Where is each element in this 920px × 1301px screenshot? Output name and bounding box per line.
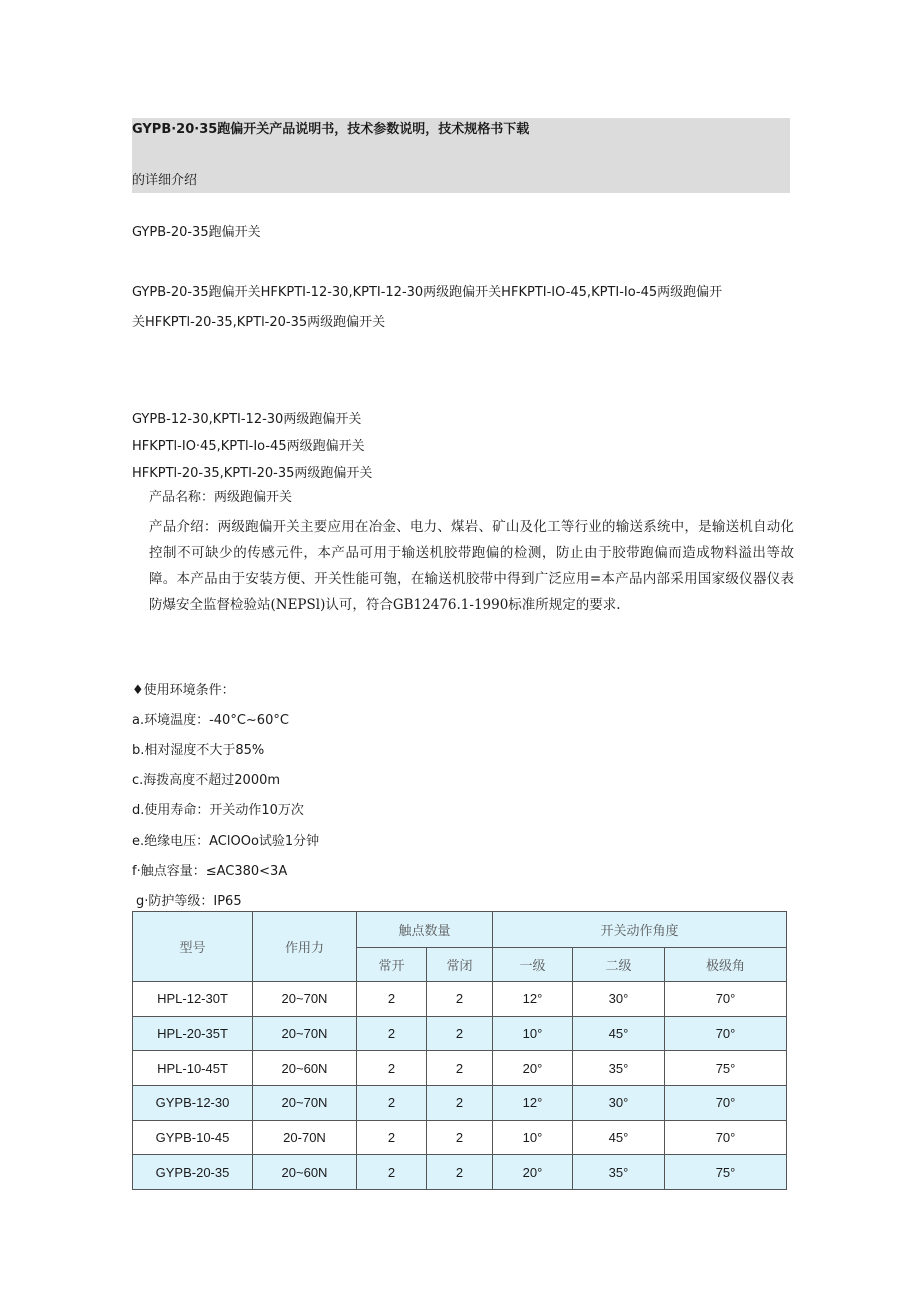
cell-force: 20~60N <box>253 1051 357 1086</box>
cell-force: 20~70N <box>253 1085 357 1120</box>
cell-level-2: 35° <box>573 1051 665 1086</box>
cell-force: 20~70N <box>253 1016 357 1051</box>
cell-no: 2 <box>357 1155 427 1190</box>
cell-level-1: 12° <box>493 982 573 1017</box>
condition-item: f·触点容量：≤AC380<3A <box>132 864 288 879</box>
cell-nc: 2 <box>427 1155 493 1190</box>
cell-level-1: 10° <box>493 1120 573 1155</box>
page-subtitle: 的详细介绍 <box>132 173 198 188</box>
cell-nc: 2 <box>427 1085 493 1120</box>
cell-level-1: 20° <box>493 1051 573 1086</box>
cell-level-1: 12° <box>493 1085 573 1120</box>
cell-nc: 2 <box>427 1120 493 1155</box>
cell-model: HPL-20-35T <box>133 1016 253 1051</box>
cell-limit: 75° <box>665 1155 787 1190</box>
cell-nc: 2 <box>427 1051 493 1086</box>
table-row <box>133 982 787 1017</box>
cell-level-2: 30° <box>573 1085 665 1120</box>
condition-item: e.绝缘电压：AClOOo试验1分钟 <box>132 834 320 849</box>
cell-no: 2 <box>357 1051 427 1086</box>
product-label: 产品名称：两级跑偏开关 <box>149 490 293 505</box>
header-level-2: 二级 <box>573 948 665 982</box>
cell-no: 2 <box>357 1085 427 1120</box>
model-list-item: GYPB-12-30,KPTI-12-30两级跑偏开关 <box>132 412 362 427</box>
cell-force: 20~60N <box>253 1155 357 1190</box>
condition-item: c.海拨高度不超过2000m <box>132 773 281 788</box>
table-row <box>133 1120 787 1155</box>
conditions-heading: ♦使用环境条件： <box>132 683 235 698</box>
condition-item: d.使用寿命：开关动作10万次 <box>132 803 304 818</box>
condition-item: a.环境温度：-40°C~60°C <box>132 713 289 728</box>
cell-nc: 2 <box>427 982 493 1017</box>
cell-model: HPL-10-45T <box>133 1051 253 1086</box>
header-contacts: 触点数量 <box>357 912 493 948</box>
cell-limit: 70° <box>665 1016 787 1051</box>
product-intro: 产品介绍：两级跑偏开关主要应用在冶金、电力、煤岩、矿山及化工等行业的输送系统中，是输送机自动化控制不可缺少的传感元件，本产品可用于输送机胶带跑偏的检测，防止由于胶带跑偏而造成物料溢出等故障。本产品由于安装方便、开关性能可匏，在输送机胶带中得到广泛应用=本产品内部采用国家级仪器仪表防爆安全监督检验站(NEPSl)认可，符合GB12476.1-1990标准所规定的要求. <box>149 519 794 613</box>
cell-limit: 75° <box>665 1051 787 1086</box>
cell-no: 2 <box>357 1016 427 1051</box>
cell-no: 2 <box>357 982 427 1017</box>
product-name-line: GYPB-20-35跑偏开关 <box>132 225 261 240</box>
page-title: GYPB·20·35跑偏开关产品说明书，技术参数说明，技术规格书下载 <box>132 122 530 137</box>
header-force: 作用力 <box>253 912 357 982</box>
cell-model: HPL-12-30T <box>133 982 253 1017</box>
table-row <box>133 1016 787 1051</box>
cell-model: GYPB-20-35 <box>133 1155 253 1190</box>
header-normally-open: 常开 <box>357 948 427 982</box>
cell-level-1: 20° <box>493 1155 573 1190</box>
cell-limit: 70° <box>665 1120 787 1155</box>
condition-item: g·防护等级：IP65 <box>136 894 242 909</box>
cell-limit: 70° <box>665 982 787 1017</box>
table-row <box>133 1085 787 1120</box>
cell-model: GYPB-10-45 <box>133 1120 253 1155</box>
header-level-1: 一级 <box>493 948 573 982</box>
cell-level-2: 45° <box>573 1120 665 1155</box>
cell-no: 2 <box>357 1120 427 1155</box>
header-angle: 开关动作角度 <box>493 912 787 948</box>
models-line-1: GYPB-20-35跑偏开关HFKPTI-12-30,KPTI-12-30两级跑偏开关HFKPTI-IO-45,KPTI-Io-45两级跑偏开 <box>132 285 723 300</box>
models-line-2: 关HFKPTl-20-35,KPTl-20-35两级跑偏开关 <box>132 315 386 330</box>
cell-limit: 70° <box>665 1085 787 1120</box>
spec-table <box>132 911 787 1190</box>
cell-level-1: 10° <box>493 1016 573 1051</box>
cell-force: 20~70N <box>253 982 357 1017</box>
cell-model: GYPB-12-30 <box>133 1085 253 1120</box>
table-row <box>133 1155 787 1190</box>
condition-item: b.相对湿度不大于85% <box>132 743 265 758</box>
cell-nc: 2 <box>427 1016 493 1051</box>
model-list-item: HFKPTl-20-35,KPTI-20-35两级跑偏开关 <box>132 466 373 481</box>
header-normally-closed: 常闭 <box>427 948 493 982</box>
cell-level-2: 45° <box>573 1016 665 1051</box>
table-row <box>133 1051 787 1086</box>
cell-force: 20-70N <box>253 1120 357 1155</box>
header-limit-angle: 极级角 <box>665 948 787 982</box>
model-list-item: HFKPTl-IO·45,KPTl-Io-45两级跑偏开关 <box>132 439 365 454</box>
cell-level-2: 30° <box>573 982 665 1017</box>
header-model: 型号 <box>133 912 253 982</box>
cell-level-2: 35° <box>573 1155 665 1190</box>
